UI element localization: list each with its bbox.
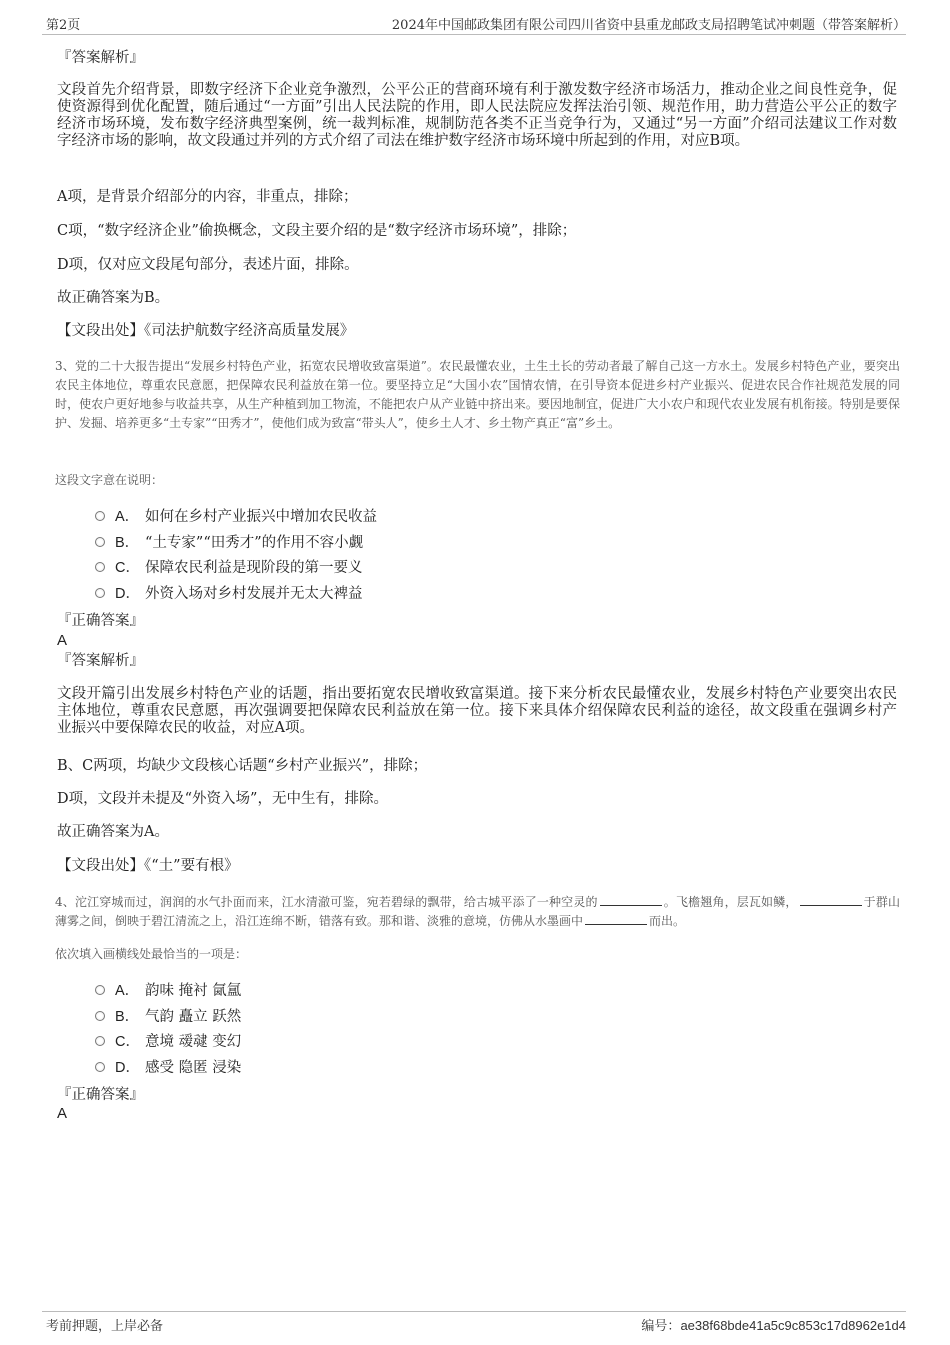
analysis-conclusion: 故正确答案为A。 xyxy=(57,824,169,840)
correct-answer: A xyxy=(57,1105,68,1122)
document-title: 2024年中国邮政集团有限公司四川省资中县重龙邮政支局招聘笔试冲刺题（带答案解析） xyxy=(391,18,906,33)
option-b[interactable]: B． 气韵 矗立 跃然 xyxy=(95,1008,241,1026)
source-line: 【文段出处】《“土”要有根》 xyxy=(57,858,239,874)
fill-blank xyxy=(800,893,862,906)
fill-blank xyxy=(600,893,662,906)
radio-icon[interactable] xyxy=(95,1011,105,1021)
analysis-line: D项，仅对应文段尾句部分，表述片面，排除。 xyxy=(57,257,359,273)
analysis-line: C项，“数字经济企业”偷换概念，文段主要介绍的是“数字经济市场环境”，排除； xyxy=(57,223,577,239)
correct-answer-heading: 『正确答案』 xyxy=(57,1087,144,1103)
option-b[interactable]: B． “土专家”“田秀才”的作用不容小觑 xyxy=(95,534,363,552)
page-footer xyxy=(42,1311,906,1334)
correct-answer: A xyxy=(57,632,68,649)
question-text: 4、沱江穿城而过，润润的水气扑面而来，江水清澈可鉴，宛若碧绿的飘带，给古城平添了一种空灵的 。飞檐翘角，层瓦如鳞， 于群山薄雾之间，倒映于碧江清流之上，沿江连绵不断，错落有致。那和谐、淡雅的意境，仿佛从水墨画中 而出。 xyxy=(55,895,900,928)
correct-answer-heading: 『正确答案』 xyxy=(57,613,144,629)
analysis-conclusion: 故正确答案为B。 xyxy=(57,290,170,306)
analysis-line: B、C两项，均缺少文段核心话题“乡村产业振兴”，排除； xyxy=(57,758,428,774)
analysis-paragraph: 文段开篇引出发展乡村特色产业的话题，指出要拓宽农民增收致富渠道。接下来分析农民最懂农业，发展乡村特色产业要突出农民主体地位，尊重农民意愿，再次强调要把保障农民利益放在第一位。接下来具体介绍保障农民利益的途径，故文段重在强调乡村产业振兴中要保障农民的收益，对应A项。 xyxy=(57,686,897,736)
analysis-heading: 『答案解析』 xyxy=(57,653,144,669)
option-d[interactable]: D． 外资入场对乡村发展并无太大裨益 xyxy=(95,585,363,603)
analysis-line: D项，文段并未提及“外资入场”，无中生有，排除。 xyxy=(57,791,388,807)
analysis-heading: 『答案解析』 xyxy=(57,50,144,66)
radio-icon[interactable] xyxy=(95,1036,105,1046)
radio-icon[interactable] xyxy=(95,588,105,598)
footer-slogan: 考前押题，上岸必备 xyxy=(46,1319,164,1334)
radio-icon[interactable] xyxy=(95,985,105,995)
analysis-paragraph: 文段首先介绍背景，即数字经济下企业竞争激烈，公平公正的营商环境有利于激发数字经济市场活力，推动企业之间良性竞争，促使资源得到优化配置，随后通过“一方面”引出人民法院的作用，即人民法院应发挥法治引领、规范作用，助力营造公平公正的数字经济市场环境，发布数字经济典型案例，统一裁判标准，规制防范各类不正当竞争行为，又通过“另一方面”介绍司法建议工作对数字经济市场的影响，故文段通过并列的方式介绍了司法在维护数字经济市场环境中所起到的作用，对应B项。 xyxy=(57,82,897,149)
radio-icon[interactable] xyxy=(95,537,105,547)
radio-icon[interactable] xyxy=(95,1062,105,1072)
fill-blank xyxy=(585,912,647,925)
option-c[interactable]: C． 意境 叆叇 变幻 xyxy=(95,1033,241,1051)
page-header xyxy=(42,14,906,35)
source-line: 【文段出处】《司法护航数字经济高质量发展》 xyxy=(57,323,355,339)
question-prompt: 依次填入画横线处最恰当的一项是： xyxy=(55,947,248,961)
analysis-line: A项，是背景介绍部分的内容，非重点，排除； xyxy=(57,189,358,205)
question-prompt: 这段文字意在说明： xyxy=(55,473,164,487)
option-d[interactable]: D． 感受 隐匿 浸染 xyxy=(95,1059,241,1077)
radio-icon[interactable] xyxy=(95,562,105,572)
option-a[interactable]: A． 如何在乡村产业振兴中增加农民收益 xyxy=(95,508,377,526)
question-text: 3、党的二十大报告提出“发展乡村特色产业，拓宽农民增收致富渠道”。农民最懂农业，土生土长的劳动者最了解自己这一方水土。发展乡村特色产业，要突出农民主体地位，尊重农民意愿，把保障农民利益放在第一位。要坚持立足“大国小农”国情农情，在引导资本促进乡村产业振兴、促进农民合作社规范发展的同时，使农户更好地参与收益共享，从生产种植到加工物流，不能把农户从产业链中挤出来。要因地制宜，促进广大小农户和现代农业发展有机衔接。特别是要保护、发掘、培养更多“土专家”“田秀才”，使他们成为致富“带头人”，使乡土人才、乡土物产真正“富”乡土。 xyxy=(55,359,900,430)
document-code: 编号：ae38f68bde41a5c9c853c17d8962e1d4 xyxy=(641,1318,906,1334)
radio-icon[interactable] xyxy=(95,511,105,521)
option-a[interactable]: A． 韵味 掩衬 氤氲 xyxy=(95,982,241,1000)
option-c[interactable]: C． 保障农民利益是现阶段的第一要义 xyxy=(95,559,363,577)
page-number: 第2页 xyxy=(46,18,81,33)
